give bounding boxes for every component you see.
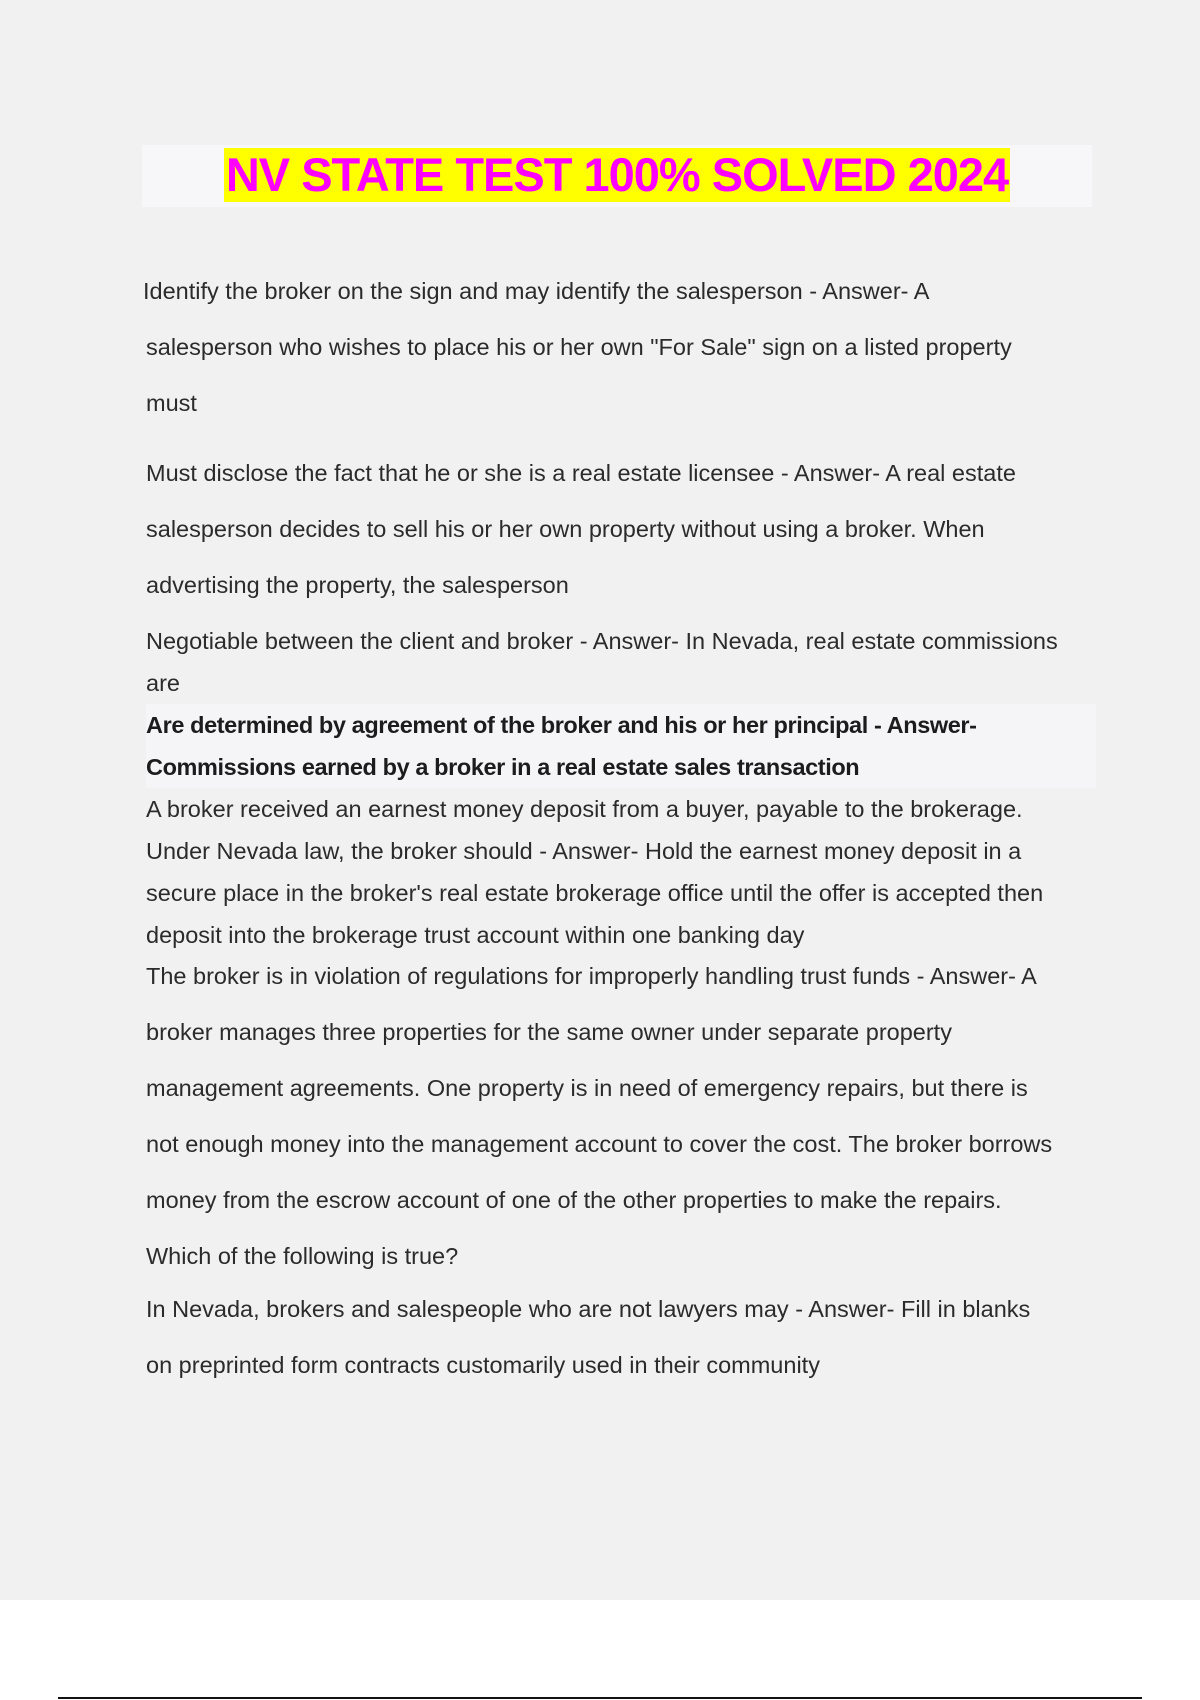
paragraph-line: A broker received an earnest money deposit from a buyer, payable to the brokerage.: [146, 796, 1023, 822]
qa-paragraph-4-highlighted: [146, 704, 1096, 788]
title-band: [142, 145, 1092, 207]
qa-paragraph-6: [146, 948, 1096, 1284]
paragraph-line: advertising the property, the salesperson: [146, 572, 569, 598]
document-title: NV STATE TEST 100% SOLVED 2024: [225, 148, 1009, 201]
paragraph-line: money from the escrow account of one of the other properties to make the repairs.: [146, 1187, 1002, 1213]
paragraph-line: are: [146, 670, 180, 696]
qa-paragraph-3: [146, 620, 1096, 704]
paragraph-line: broker manages three properties for the same owner under separate property: [146, 1019, 952, 1045]
paragraph-line: Identify the broker on the sign and may identify the salesperson - Answer- A: [143, 278, 930, 304]
paragraph-line: Commissions earned by a broker in a real estate sales transaction: [146, 754, 860, 780]
qa-paragraph-1: [143, 263, 1096, 431]
paragraph-line: Which of the following is true?: [146, 1243, 459, 1269]
paragraph-line: Are determined by agreement of the broker and his or her principal - Answer-: [146, 712, 977, 738]
paragraph-line: Under Nevada law, the broker should - Answer- Hold the earnest money deposit in a: [146, 838, 1022, 864]
paragraph-line: management agreements. One property is in need of emergency repairs, but there is: [146, 1075, 1028, 1101]
paragraph-line: not enough money into the management account to cover the cost. The broker borrows: [146, 1131, 1053, 1157]
paragraph-line: salesperson decides to sell his or her own property without using a broker. When: [146, 516, 985, 542]
paragraph-line: secure place in the broker's real estate brokerage office until the offer is accepted then: [146, 880, 1044, 906]
paragraph-line: deposit into the brokerage trust account within one banking day: [146, 922, 805, 948]
qa-paragraph-7: [146, 1281, 1096, 1393]
qa-paragraph-5: [146, 788, 1096, 956]
paragraph-line: The broker is in violation of regulations for improperly handling trust funds - Answer- A: [146, 963, 1037, 989]
paragraph-line: In Nevada, brokers and salespeople who are not lawyers may - Answer- Fill in blanks: [146, 1296, 1031, 1322]
qa-paragraph-2: [146, 445, 1096, 613]
paragraph-line: on preprinted form contracts customarily used in their community: [146, 1352, 820, 1378]
paragraph-line: Negotiable between the client and broker - Answer- In Nevada, real estate commissions: [146, 628, 1058, 654]
paragraph-line: salesperson who wishes to place his or her own "For Sale" sign on a listed property: [146, 334, 1012, 360]
paragraph-line: Must disclose the fact that he or she is a real estate licensee - Answer- A real estate: [146, 460, 1016, 486]
footer-divider: [58, 1697, 1142, 1699]
paragraph-line: must: [146, 390, 197, 416]
